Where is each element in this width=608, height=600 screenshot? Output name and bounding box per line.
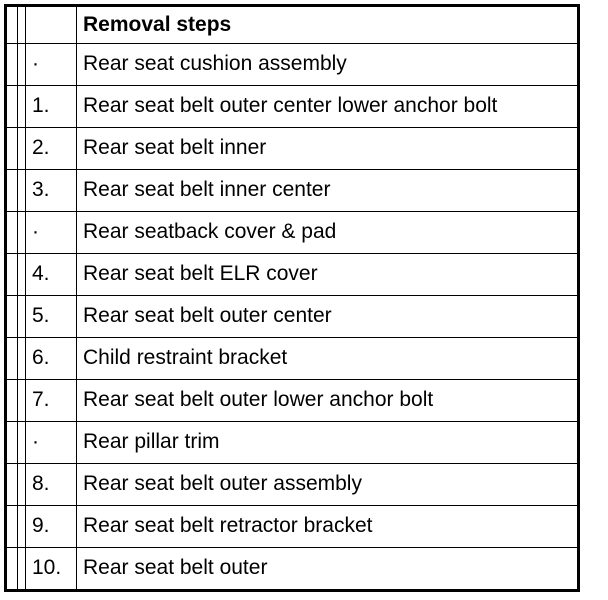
step-number: 2. xyxy=(26,127,77,169)
table-row xyxy=(7,295,577,337)
step-number: 9. xyxy=(26,505,77,547)
gutter-cell xyxy=(18,295,26,337)
gutter-cell xyxy=(7,253,18,295)
step-number: 3. xyxy=(26,169,77,211)
gutter-cell xyxy=(18,421,26,463)
gutter-cell xyxy=(7,421,18,463)
gutter-cell xyxy=(18,211,26,253)
removal-steps-sheet xyxy=(4,4,580,592)
gutter-cell xyxy=(7,547,18,589)
table-row xyxy=(7,421,577,463)
step-number: · xyxy=(26,421,77,463)
gutter-cell xyxy=(7,211,18,253)
step-description: Rear seat belt outer assembly xyxy=(77,463,578,505)
gutter-cell xyxy=(7,43,18,85)
gutter-cell xyxy=(7,337,18,379)
step-description: Rear seat belt outer center lower anchor bolt xyxy=(77,85,578,127)
table-row xyxy=(7,547,577,589)
step-number-header xyxy=(26,7,77,43)
gutter-cell xyxy=(7,7,18,43)
step-description: Rear seat belt inner center xyxy=(77,169,578,211)
step-number: · xyxy=(26,211,77,253)
table-row xyxy=(7,43,577,85)
table-row xyxy=(7,463,577,505)
step-description: Rear seat belt outer xyxy=(77,547,578,589)
table-row xyxy=(7,253,577,295)
table-row xyxy=(7,85,577,127)
table-row xyxy=(7,379,577,421)
gutter-cell xyxy=(18,379,26,421)
gutter-cell xyxy=(18,337,26,379)
step-number: 6. xyxy=(26,337,77,379)
step-description: Rear seat belt outer lower anchor bolt xyxy=(77,379,578,421)
table-row xyxy=(7,211,577,253)
gutter-cell xyxy=(7,169,18,211)
table-header-row xyxy=(7,7,577,43)
gutter-cell xyxy=(18,85,26,127)
step-number: 7. xyxy=(26,379,77,421)
step-description: Child restraint bracket xyxy=(77,337,578,379)
gutter-cell xyxy=(18,253,26,295)
table-row xyxy=(7,127,577,169)
table-row xyxy=(7,169,577,211)
gutter-cell xyxy=(18,43,26,85)
step-number: · xyxy=(26,43,77,85)
step-number: 10. xyxy=(26,547,77,589)
step-number: 1. xyxy=(26,85,77,127)
step-number: 4. xyxy=(26,253,77,295)
step-description: Rear seat belt retractor bracket xyxy=(77,505,578,547)
step-description: Rear seat belt inner xyxy=(77,127,578,169)
gutter-cell xyxy=(7,463,18,505)
gutter-cell xyxy=(18,127,26,169)
step-number: 5. xyxy=(26,295,77,337)
gutter-cell xyxy=(7,295,18,337)
step-description: Rear seatback cover & pad xyxy=(77,211,578,253)
gutter-cell xyxy=(7,85,18,127)
gutter-cell xyxy=(18,505,26,547)
step-description: Rear seat cushion assembly xyxy=(77,43,578,85)
gutter-cell xyxy=(18,169,26,211)
gutter-cell xyxy=(7,127,18,169)
table-row xyxy=(7,505,577,547)
gutter-cell xyxy=(7,505,18,547)
gutter-cell xyxy=(7,379,18,421)
step-description: Rear pillar trim xyxy=(77,421,578,463)
gutter-cell xyxy=(18,7,26,43)
step-description: Rear seat belt ELR cover xyxy=(77,253,578,295)
removal-steps-table xyxy=(7,7,577,589)
gutter-cell xyxy=(18,547,26,589)
table-header-title: Removal steps xyxy=(77,7,578,43)
step-description: Rear seat belt outer center xyxy=(77,295,578,337)
gutter-cell xyxy=(18,463,26,505)
table-row xyxy=(7,337,577,379)
step-number: 8. xyxy=(26,463,77,505)
